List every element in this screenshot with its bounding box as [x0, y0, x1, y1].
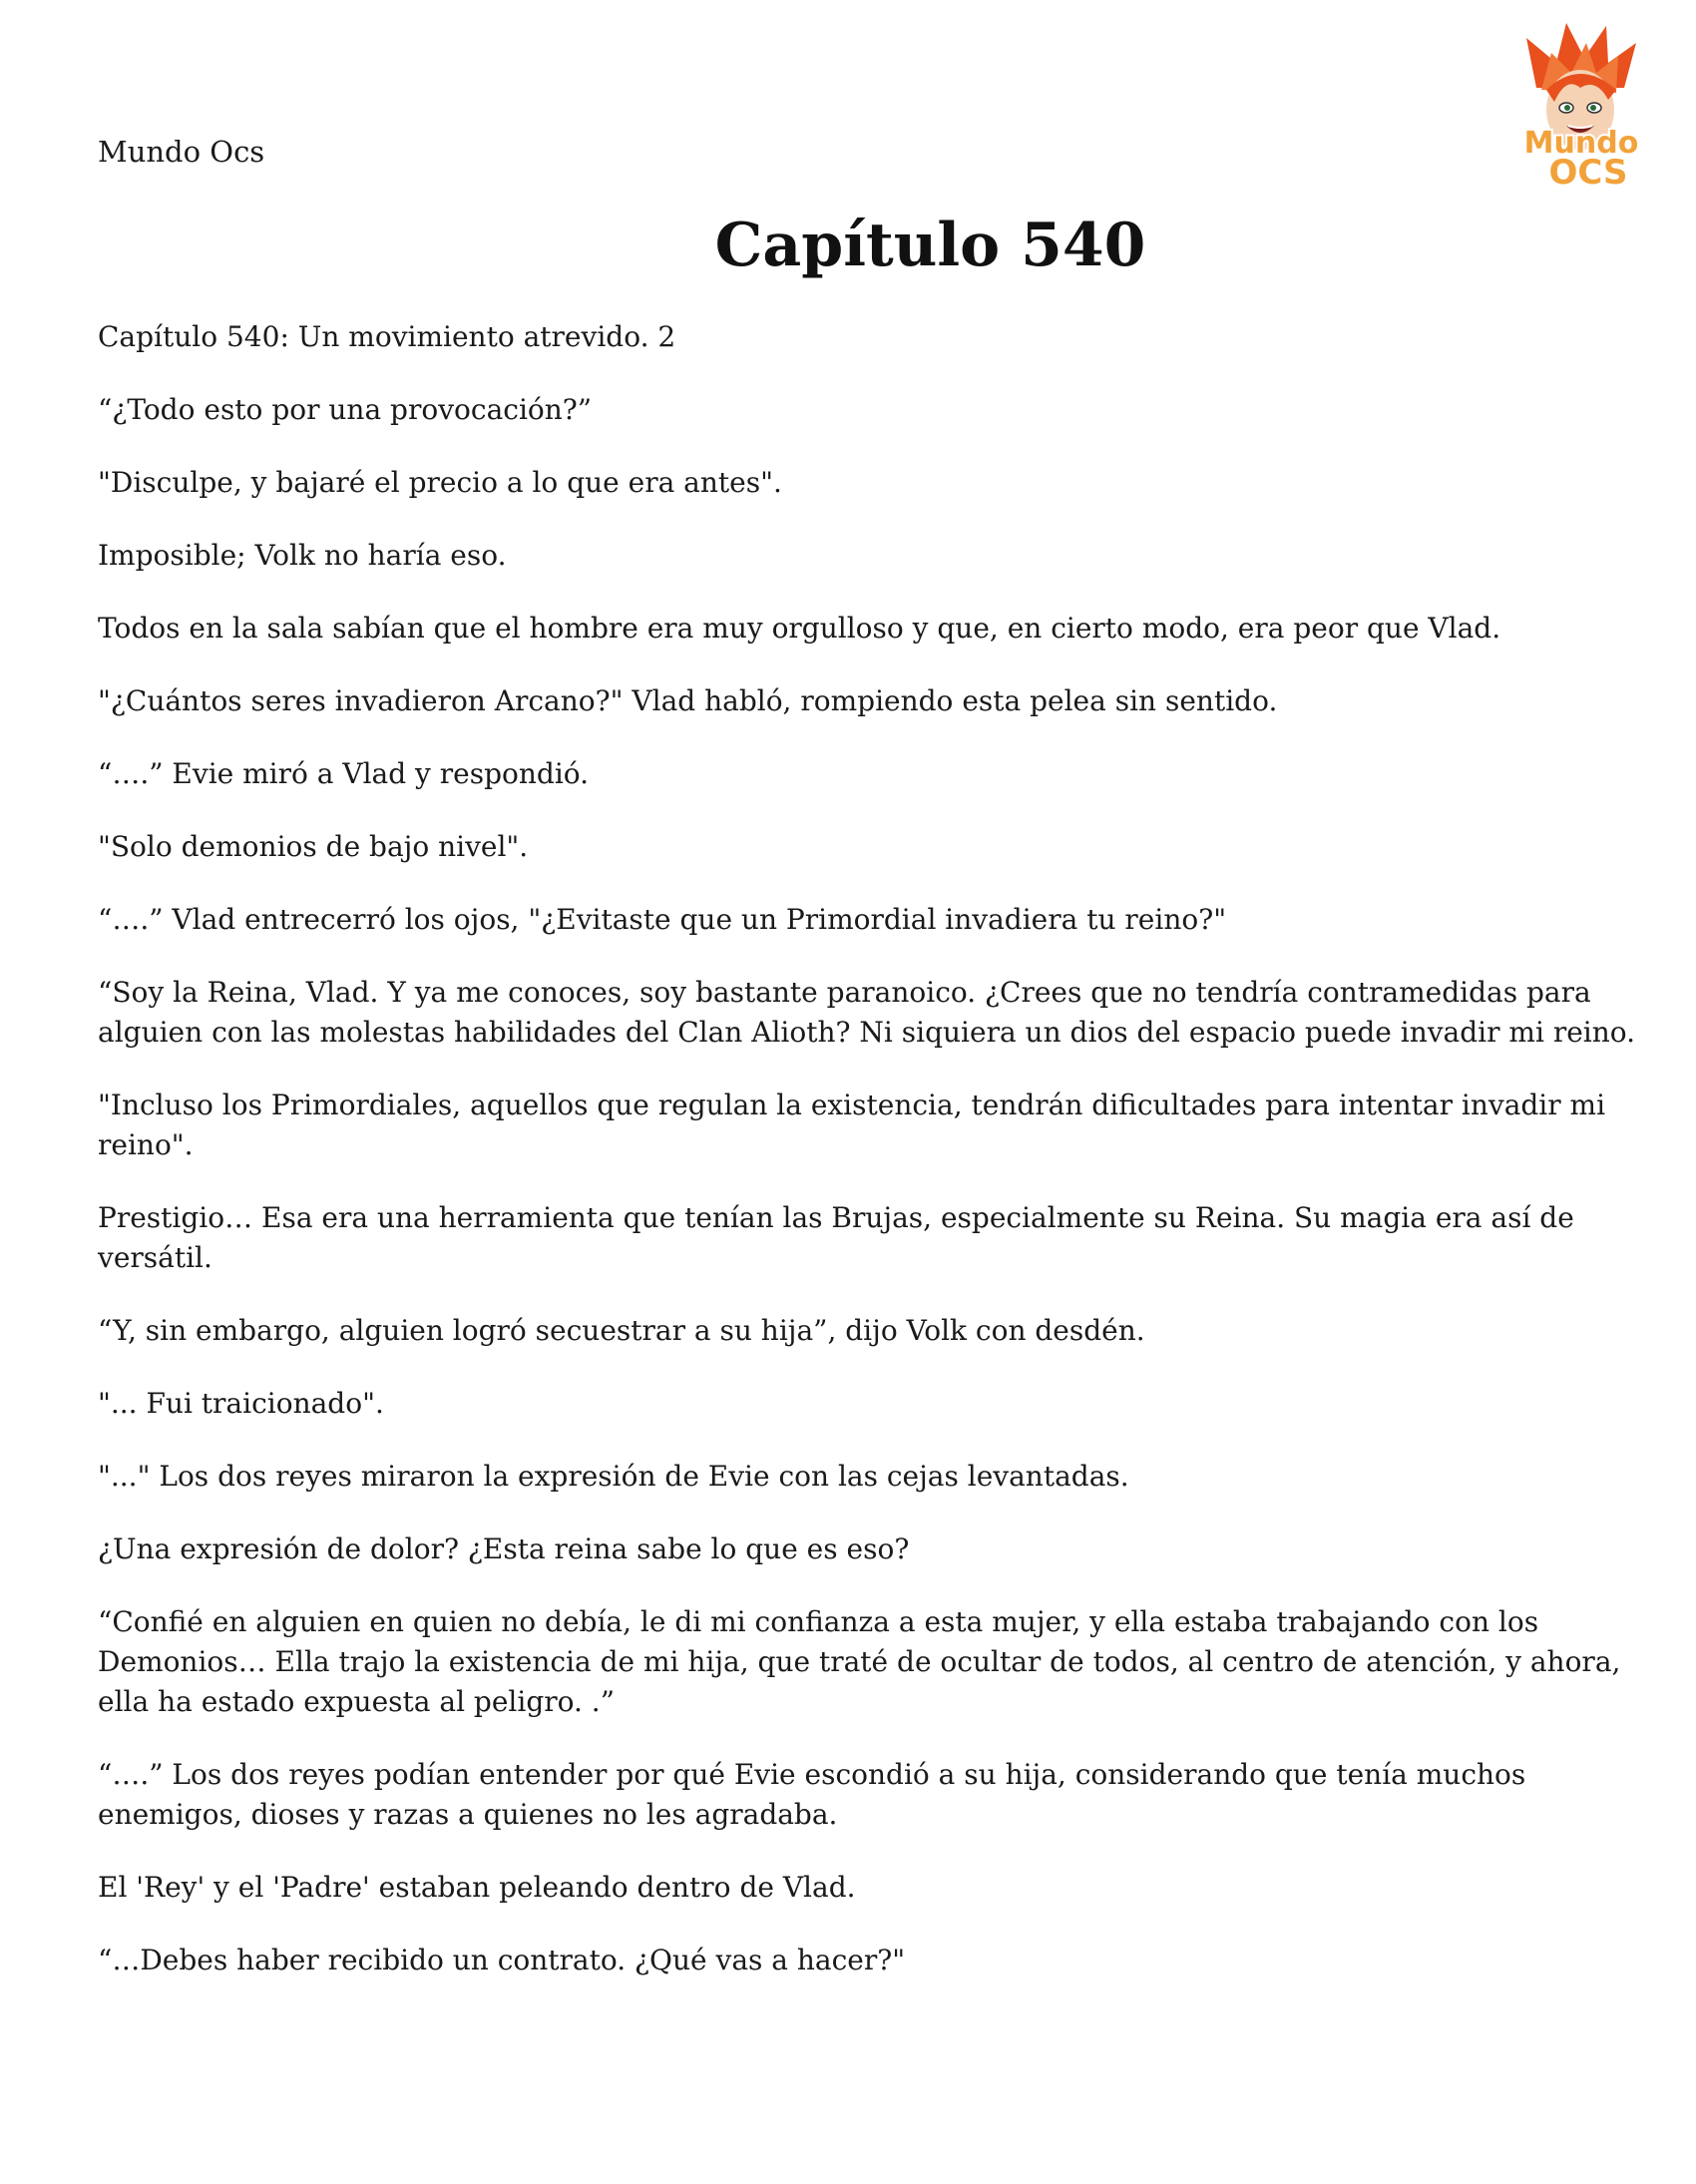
paragraph: El 'Rey' y el 'Padre' estaban peleando dentro de Vlad.	[98, 1871, 856, 1904]
paragraph: “….” Vlad entrecerró los ojos, "¿Evitaste que un Primordial invadiera tu reino?"	[98, 903, 1227, 936]
paragraph: Imposible; Volk no haría eso.	[98, 539, 507, 572]
logo-illustration	[1496, 18, 1666, 190]
paragraph: "¿Cuántos seres invadieron Arcano?" Vlad habló, rompiendo esta pelea sin sentido.	[98, 684, 1278, 717]
paragraph: Prestigio… Esa era una herramienta que tenían las Brujas, especialmente su Reina. Su magia era así de versátil.	[98, 1201, 1574, 1274]
paragraph: “Confié en alguien en quien no debía, le di mi confianza a esta mujer, y ella estaba trabajando con los Demonios… Ella trajo la existencia de mi hija, que traté de ocultar de todos, al centro de atención, y ahora, ella ha estado expuesta al peligro. .”	[98, 1605, 1621, 1718]
paragraph: “….” Los dos reyes podían entender por qué Evie escondió a su hija, considerando que tenía muchos enemigos, dioses y razas a quienes no les agradaba.	[98, 1758, 1526, 1831]
paragraph: “….” Evie miró a Vlad y respondió.	[98, 757, 590, 790]
paragraph: ¿Una expresión de dolor? ¿Esta reina sabe lo que es eso?	[98, 1532, 910, 1565]
chapter-title: Capítulo 540	[714, 211, 1146, 280]
paragraph: "..." Los dos reyes miraron la expresión de Evie con las cejas levantadas.	[98, 1460, 1129, 1493]
logo-text-top: Mundo	[1523, 126, 1639, 161]
logo-text-bottom: OCS	[1548, 153, 1628, 190]
paragraph: "... Fui traicionado".	[98, 1387, 384, 1420]
paragraph: “¿Todo esto por una provocación?”	[98, 393, 593, 426]
site-name: Mundo Ocs	[98, 135, 265, 169]
paragraph: "Solo demonios de bajo nivel".	[98, 830, 529, 863]
paragraph: Todos en la sala sabían que el hombre era muy orgulloso y que, en cierto modo, era peor que Vlad.	[98, 612, 1501, 645]
paragraph: Capítulo 540: Un movimiento atrevido. 2	[98, 320, 676, 353]
paragraph: “…Debes haber recibido un contrato. ¿Qué vas a hacer?"	[98, 1944, 906, 1976]
mundo-ocs-logo	[1496, 18, 1666, 190]
paragraph: "Incluso los Primordiales, aquellos que regulan la existencia, tendrán dificultades para intentar invadir mi reino".	[98, 1089, 1606, 1161]
paragraph: “Y, sin embargo, alguien logró secuestrar a su hija”, dijo Volk con desdén.	[98, 1314, 1145, 1347]
paragraph: "Disculpe, y bajaré el precio a lo que era antes".	[98, 466, 782, 499]
paragraph: “Soy la Reina, Vlad. Y ya me conoces, soy bastante paranoico. ¿Crees que no tendría contramedidas para alguien con las molestas habilidades del Clan Alioth? Ni siquiera un dios del espacio puede invadir mi reino.	[98, 976, 1636, 1049]
chapter-body	[98, 317, 1654, 2013]
